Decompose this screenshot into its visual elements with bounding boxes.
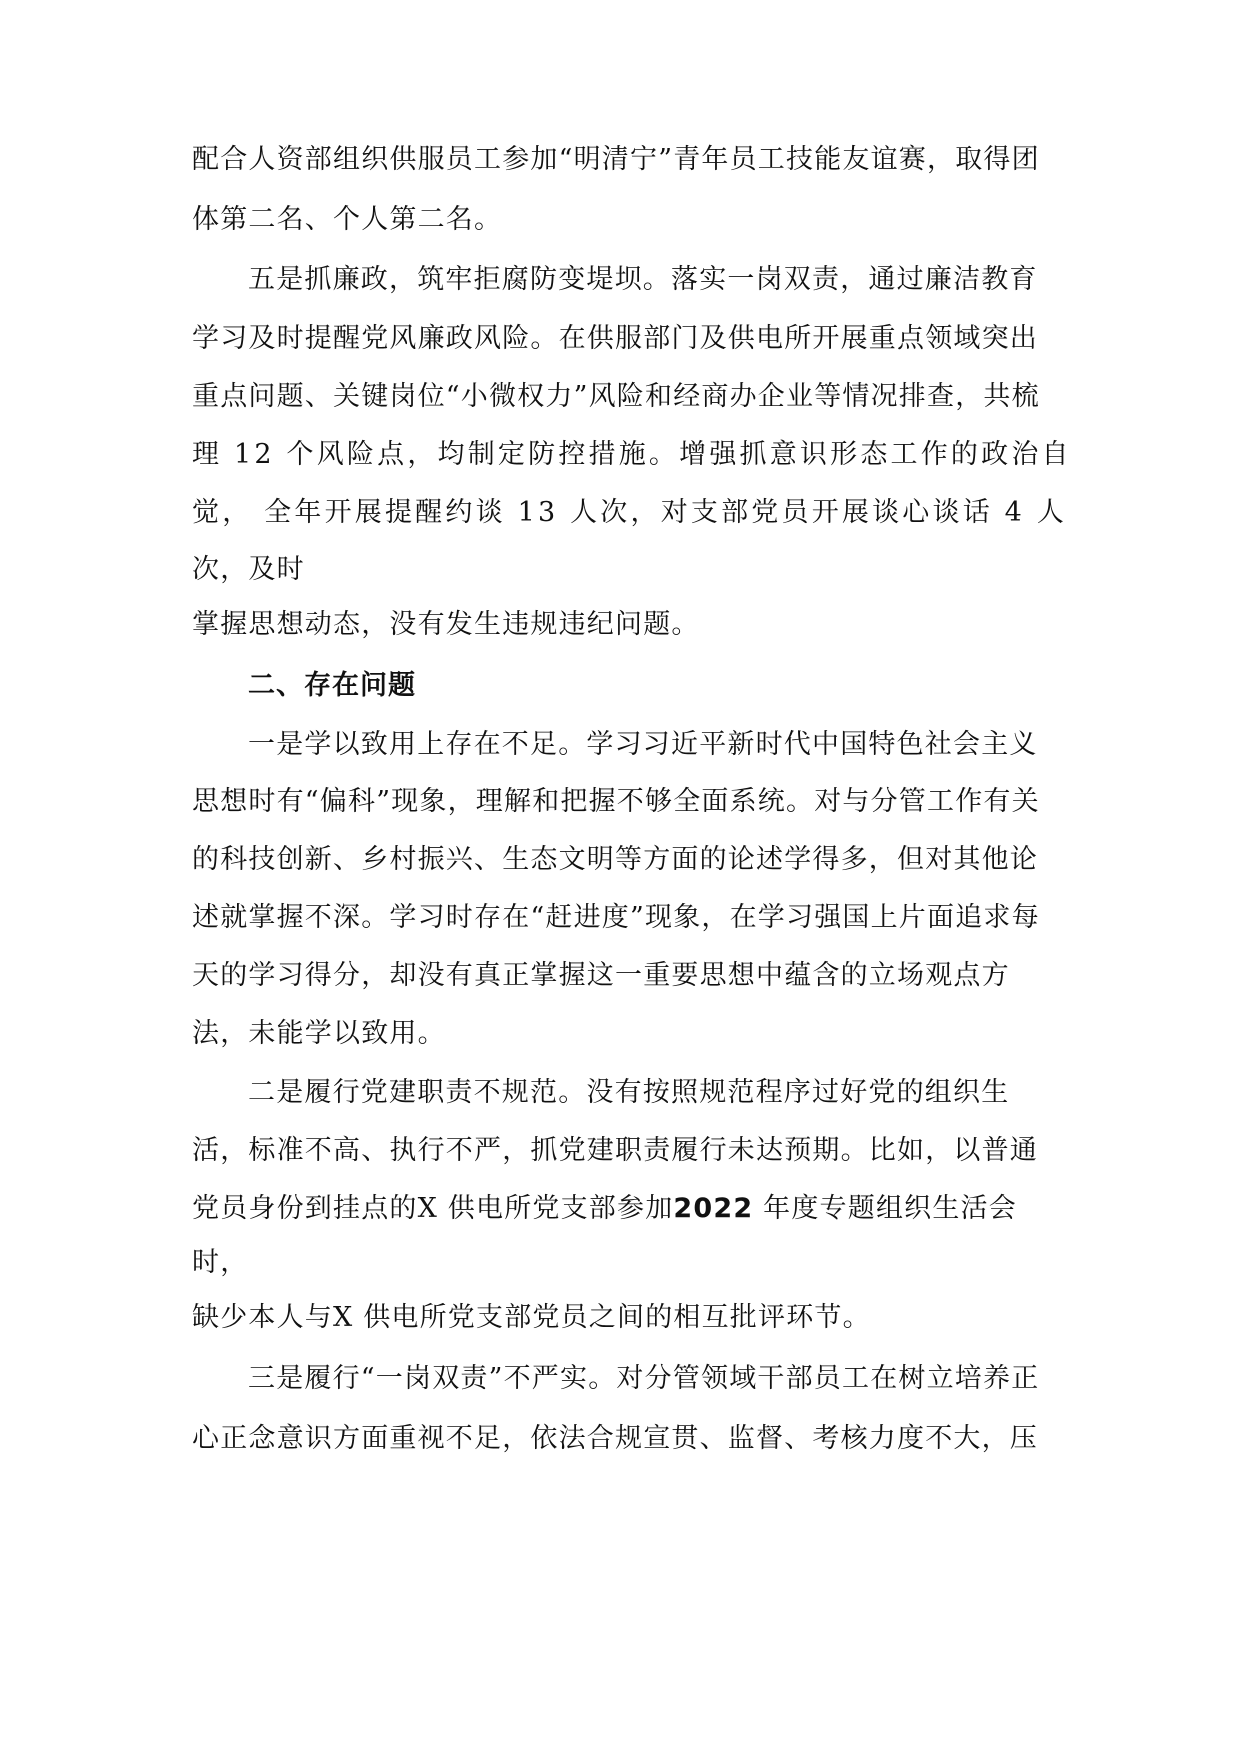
paragraph-line: 五是抓廉政，筑牢拒腐防变堤坝。落实一岗双责，通过廉洁教育 bbox=[248, 264, 1038, 295]
paragraph-line bbox=[192, 1192, 1017, 1226]
text-run: 党员身份到挂点的X 供电所党支部参加 bbox=[192, 1193, 674, 1224]
paragraph-line: 述就掌握不深。学习时存在“赶进度”现象，在学习强国上片面追求每 bbox=[192, 902, 1040, 933]
paragraph-line: 心正念意识方面重视不足，依法合规宣贯、监督、考核力度不大，压 bbox=[192, 1423, 1038, 1454]
year-number: 2022 bbox=[673, 1193, 754, 1224]
paragraph-line: 思想时有“偏科”现象，理解和把握不够全面系统。对与分管工作有关 bbox=[192, 786, 1040, 817]
paragraph-line: 掌握思想动态，没有发生违规违纪问题。 bbox=[192, 609, 700, 640]
paragraph-line: 三是履行“一岗双责”不严实。对分管领域干部员工在树立培养正 bbox=[248, 1363, 1040, 1394]
paragraph-line: 体第二名、个人第二名。 bbox=[192, 204, 503, 235]
section-heading: 二、存在问题 bbox=[248, 670, 416, 701]
paragraph-line: 理 12 个风险点，均制定防控措施。增强抓意识形态工作的政治自 bbox=[192, 439, 1072, 470]
paragraph-line: 一是学以致用上存在不足。学习习近平新时代中国特色社会主义 bbox=[248, 729, 1038, 760]
paragraph-line: 学习及时提醒党风廉政风险。在供服部门及供电所开展重点领域突出 bbox=[192, 323, 1038, 354]
paragraph-line: 法，未能学以致用。 bbox=[192, 1018, 446, 1049]
paragraph-line: 缺少本人与X 供电所党支部党员之间的相互批评环节。 bbox=[192, 1302, 871, 1333]
paragraph-line: 重点问题、关键岗位“小微权力”风险和经商办企业等情况排查，共梳 bbox=[192, 381, 1040, 412]
paragraph-line: 时， bbox=[192, 1247, 249, 1278]
paragraph-line: 二是履行党建职责不规范。没有按照规范程序过好党的组织生 bbox=[248, 1077, 1010, 1108]
paragraph-line: 活，标准不高、执行不严，抓党建职责履行未达预期。比如，以普通 bbox=[192, 1135, 1038, 1166]
paragraph-line: 觉， 全年开展提醒约谈 13 人次，对支部党员开展谈心谈话 4 人 bbox=[192, 497, 1068, 528]
text-run: 年度专题组织生活会 bbox=[753, 1193, 1017, 1224]
paragraph-line: 的科技创新、乡村振兴、生态文明等方面的论述学得多，但对其他论 bbox=[192, 844, 1038, 875]
paragraph-line: 配合人资部组织供服员工参加“明清宁”青年员工技能友谊赛，取得团 bbox=[192, 144, 1040, 175]
paragraph-line: 天的学习得分，却没有真正掌握这一重要思想中蕴含的立场观点方 bbox=[192, 960, 1010, 991]
paragraph-line: 次，及时 bbox=[192, 554, 305, 585]
